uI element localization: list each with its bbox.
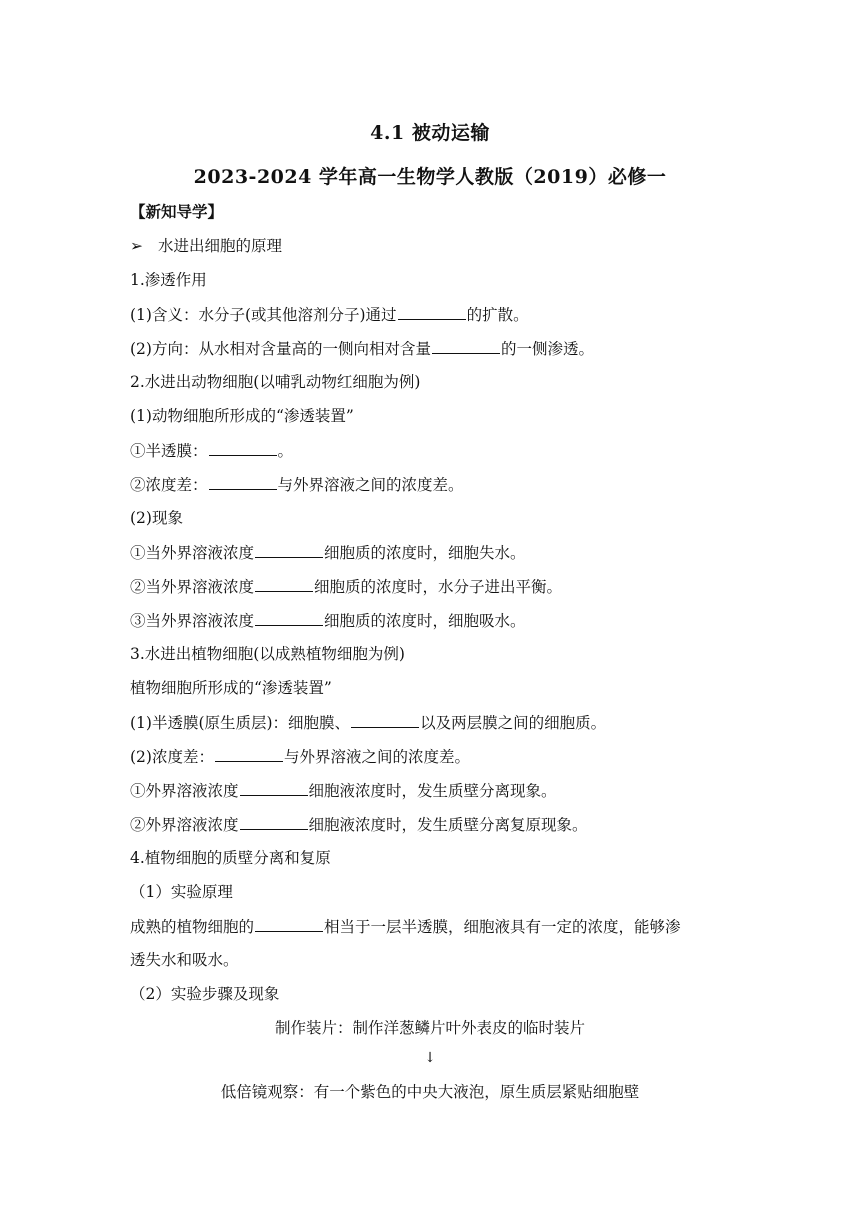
fill-blank[interactable] [215, 746, 283, 762]
flow-step-2: 低倍镜观察：有一个紫色的中央大液泡，原生质层紧贴细胞壁 [220, 1083, 640, 1101]
fill-blank[interactable] [240, 780, 308, 796]
flow-step-1: 制作装片：制作洋葱鳞片叶外表皮的临时装片 [274, 1019, 585, 1037]
doc-subtitle: 2023-2024 学年高一生物学人教版（2019）必修一 [193, 166, 667, 188]
fill-blank[interactable] [432, 338, 500, 354]
line-6: ①半透膜： 。 [130, 442, 294, 460]
line-7: ②浓度差： 与外界溶液之间的浓度差。 [130, 476, 464, 494]
line-9: ①当外界溶液浓度 细胞质的浓度时，细胞失水。 [130, 544, 526, 562]
bullet-heading [130, 236, 282, 256]
line-22: （2）实验步骤及现象 [130, 985, 280, 1003]
line-3: (2)方向：从水相对含量高的一侧向相对含量 的一侧渗透。 [130, 340, 594, 358]
line-11: ③当外界溶液浓度 细胞质的浓度时，细胞吸水。 [130, 612, 526, 630]
line-8: (2)现象 [130, 509, 183, 527]
fill-blank[interactable] [209, 474, 277, 490]
fill-blank[interactable] [351, 712, 419, 728]
section-label: 【新知导学】 [130, 202, 224, 221]
line-20: 成熟的植物细胞的 相当于一层半透膜，细胞液具有一定的浓度，能够渗 [130, 918, 681, 936]
arrow-bullet-icon: ➢ [130, 237, 143, 255]
fill-blank[interactable] [398, 304, 466, 320]
fill-blank[interactable] [240, 814, 308, 830]
line-13: 植物细胞所形成的“渗透装置” [130, 679, 332, 697]
line-4: 2.水进出动物细胞(以哺乳动物红细胞为例) [130, 373, 421, 391]
line-18: 4.植物细胞的质壁分离和复原 [130, 849, 331, 867]
line-16: ①外界溶液浓度 细胞液浓度时，发生质壁分离现象。 [130, 782, 557, 800]
down-arrow-icon: ↓ [424, 1050, 436, 1066]
line-21: 透失水和吸水。 [130, 951, 239, 969]
fill-blank[interactable] [209, 440, 277, 456]
line-17: ②外界溶液浓度 细胞液浓度时，发生质壁分离复原现象。 [130, 816, 588, 834]
line-5: (1)动物细胞所形成的“渗透装置” [130, 407, 354, 425]
line-19: （1）实验原理 [130, 883, 233, 901]
line-2: (1)含义：水分子(或其他溶剂分子)通过 的扩散。 [130, 306, 529, 324]
line-12: 3.水进出植物细胞(以成熟植物细胞为例) [130, 645, 405, 663]
doc-title: 4.1 被动运输 [370, 122, 490, 144]
line-14: (1)半透膜(原生质层)：细胞膜、 以及两层膜之间的细胞质。 [130, 714, 607, 732]
fill-blank[interactable] [255, 542, 323, 558]
line-10: ②当外界溶液浓度 细胞质的浓度时，水分子进出平衡。 [130, 578, 563, 596]
line-1: 1.渗透作用 [130, 271, 207, 289]
fill-blank[interactable] [255, 916, 323, 932]
line-15: (2)浓度差： 与外界溶液之间的浓度差。 [130, 748, 470, 766]
fill-blank[interactable] [255, 576, 313, 592]
bullet-text: 水进出细胞的原理 [158, 237, 283, 255]
fill-blank[interactable] [255, 610, 323, 626]
